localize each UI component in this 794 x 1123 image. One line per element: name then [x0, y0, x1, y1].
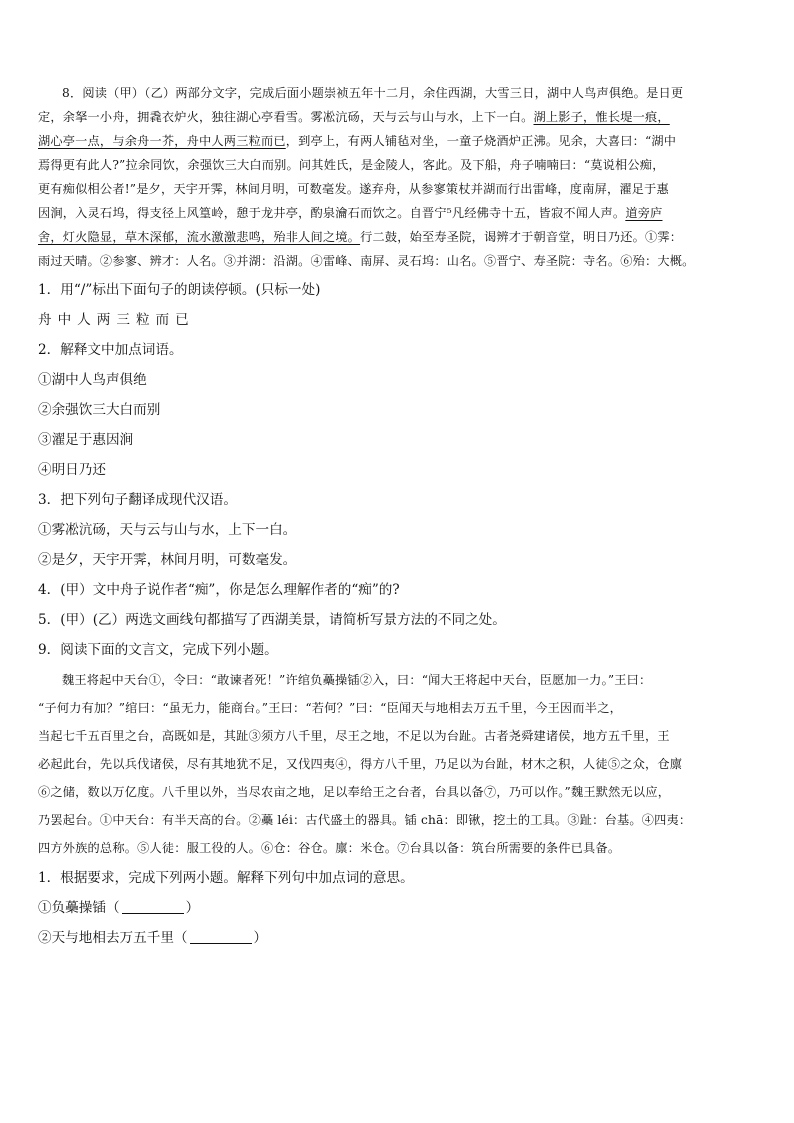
underlined-sentence: 舍，灯火隐显，草木深郁，流水激激悲鸣，殆非人间之境。 [38, 230, 361, 244]
q8-passage-line-5: 更有痴似相公者!”是夕，天宇开霁，林间月明，可数毫发。遂弃舟，从参寥策杖并湖而行出雷峰，度南屏，濯足于惠 [38, 182, 669, 196]
q8-sub2-item: ④明日乃还 [38, 462, 106, 478]
q8-passage-line-1: 8．阅读（甲）（乙）两部分文字，完成后面小题崇祯五年十二月，余住西湖，大雪三日，湖中人鸟声俱绝。是日更 [62, 86, 684, 100]
q8-passage-line-2: 定，余拏一小舟，拥毳衣炉火，独往湖心亭看雪。雾凇沆砀，天与云与山与水，上下一白。湖上影子，惟长堤一痕， [38, 110, 670, 124]
q8-sub3-item: ①雾凇沆砀，天与云与山与水，上下一白。 [38, 522, 297, 538]
q8-sub3-prompt: 3．把下列句子翻译成现代汉语。 [38, 492, 237, 508]
q9-passage-line-2: “子何力有加？”绾曰：“虽无力，能商台。”王曰：“若何？”曰：“臣闻天与地相去万五千里，今王因而半之， [38, 701, 622, 715]
q8-sub5-prompt: 5．(甲）(乙）两选文画线句都描写了西湖美景，请简析写景方法的不同之处。 [38, 612, 506, 628]
underlined-sentence: 湖心亭一点，与余舟一芥，舟中人两三粒而已 [38, 134, 286, 148]
q9-passage-line-7: 四方外族的总称。⑤人徒：服工役的人。⑥仓：谷仓。廪：米仓。⑦台具以备：筑台所需要的条件已具备。 [38, 841, 621, 855]
underlined-sentence: 湖上影子，惟长堤一痕， [533, 110, 670, 124]
q9-sub1-prompt: 1．根据要求，完成下列两小题。解释下列句中加点词的意思。 [38, 870, 414, 886]
q8-sub4-prompt: 4．(甲）文中舟子说作者“痴”，你是怎么理解作者的“痴”的? [38, 582, 400, 598]
q8-sub2-item: ②余强饮三大白而别 [38, 402, 161, 418]
answer-blank[interactable] [122, 901, 184, 914]
q8-sub1-prompt: 1．用“/”标出下面句子的朗读停顿。(只标一处) [38, 282, 321, 298]
q8-sub1-sentence: 舟中人两三粒而已 [38, 312, 195, 328]
q9-passage-line-6: 乃罢起台。①中天台：有半天高的台。②蘽 léi：古代盛土的器具。锸 chā：即锹，挖土的工具。③趾：台基。④四夷： [38, 813, 692, 827]
q8-sub2-prompt: 2．解释文中加点词语。 [38, 342, 183, 358]
q9-passage-line-5: ⑥之储，数以万亿度。八千里以外，当尽农亩之地，足以奉给王之台者，台具以备⑦，乃可以作。”魏王默然无以应， [38, 785, 671, 799]
underlined-sentence: 道旁庐 [625, 206, 663, 220]
q8-passage-line-3: 湖心亭一点，与余舟一芥，舟中人两三粒而已，到亭上，有两人铺毡对坐，一童子烧酒炉正沸。见余，大喜曰：“湖中 [38, 134, 677, 148]
q8-passage-line-6: 因涧，入灵石坞，得支径上风篁岭，憩于龙井亭，酌泉瀹石而饮之。自晋宁⁵凡经佛寺十五，皆寂不闻人声。道旁庐 [38, 206, 663, 220]
q9-sub1-item: ①负蘽操锸（ ） [38, 900, 200, 916]
q8-passage-line-4: 焉得更有此人?”拉余同饮，余强饮三大白而别。问其姓氏，是金陵人，客此。及下船，舟子喃喃曰：“莫说相公痴， [38, 158, 665, 172]
q9-passage-line-1: 魏王将起中天台①，令曰：“敢谏者死！”许绾负蘽操锸②入，曰：“闻大王将起中天台，臣愿加一力。”王曰： [62, 673, 652, 687]
q8-passage-line-8: 雨过天晴。②参寥、辨才：人名。③并湖：沿湖。④雷峰、南屏、灵石坞：山名。⑤晋宁、寿圣院：寺名。⑥殆：大概。 [38, 254, 695, 268]
q8-sub2-item: ③濯足于惠因涧 [38, 432, 134, 448]
q9-passage-line-3: 当起七千五百里之台，高既如是，其趾③须方八千里，尽王之地，不足以为台趾。古者尧舜建诸侯，地方五千里，王 [38, 729, 670, 743]
q9-passage-line-4: 必起此台，先以兵伐诸侯，尽有其地犹不足，又伐四夷④，得方八千里，乃足以为台趾，材木之积，人徒⑤之众，仓廪 [38, 757, 683, 771]
q8-sub3-item: ②是夕，天宇开霁，林间月明，可数毫发。 [38, 552, 297, 568]
q8-sub2-item: ①湖中人鸟声俱绝 [38, 372, 147, 388]
q9-sub1-item: ②天与地相去万五千里（ ） [38, 930, 268, 946]
q8-passage-line-7: 舍，灯火隐显，草木深郁，流水激激悲鸣，殆非人间之境。行二鼓，始至寿圣院，谒辨才于朝音堂，明日乃还。①霁： [38, 230, 683, 244]
q9-title: 9．阅读下面的文言文，完成下列小题。 [38, 642, 278, 658]
answer-blank[interactable] [190, 931, 252, 944]
